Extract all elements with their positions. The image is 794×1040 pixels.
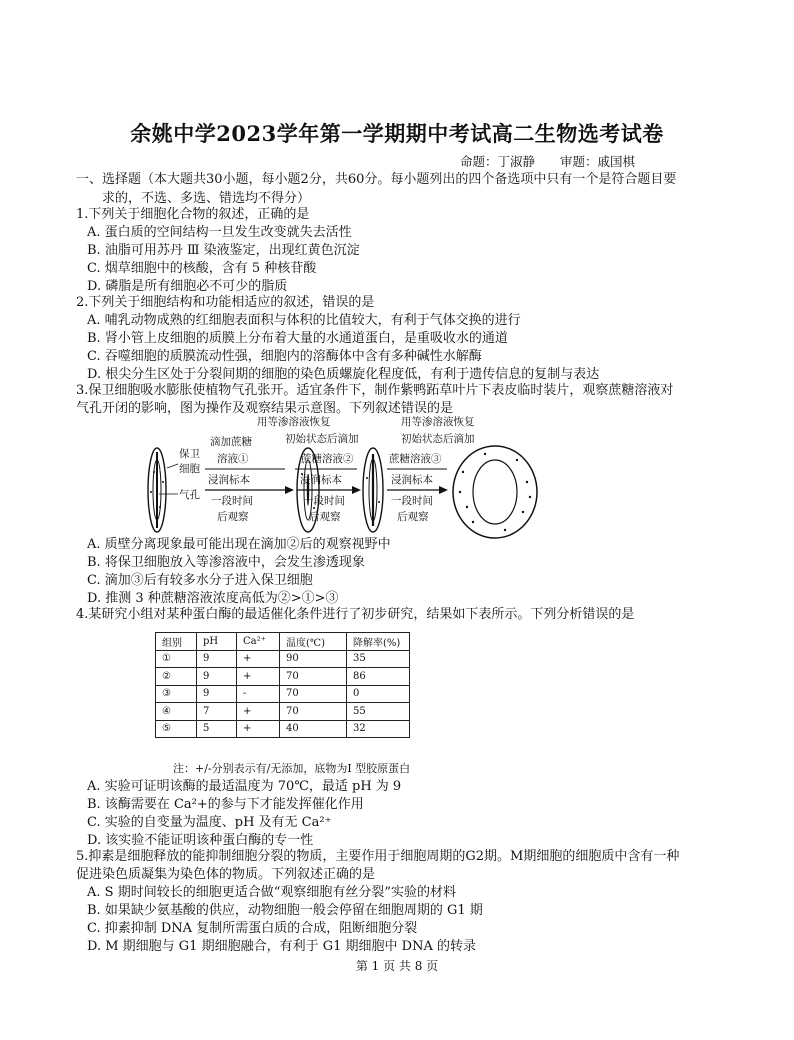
page-footer: 第 1 页 共 8 页 <box>355 959 439 973</box>
table-row <box>156 703 410 721</box>
stomata-experiment-figure <box>145 412 665 540</box>
question-3-option-a: A. 质壁分离现象最可能出现在滴加②后的观察视野中 <box>87 537 391 552</box>
table-cell: 32 <box>347 720 410 738</box>
step1-line3: 浸润标本 <box>208 474 250 486</box>
step3-top-line1: 用等渗溶液恢复 <box>401 416 475 428</box>
stoma-open-after-solution3-image <box>453 446 537 538</box>
question-3-stem-line1: 3.保卫细胞吸水膨胀使植物气孔张开。适宜条件下，制作紫鸭跖草叶片下表皮临时装片，观察蔗糖溶液对 <box>76 383 674 398</box>
table-header-cell: 组别 <box>156 633 197 651</box>
table-cell: 9 <box>197 685 237 703</box>
step1-line5: 后观察 <box>217 511 249 523</box>
exam-title: 余姚中学2023学年第一学期期中考试高二生物选考试卷 <box>130 121 664 146</box>
table-cell: + <box>237 668 280 686</box>
question-2-stem: 2.下列关于细胞结构和功能相适应的叙述，错误的是 <box>76 295 375 310</box>
table-cell: + <box>237 650 280 668</box>
enzyme-results-table <box>155 632 410 738</box>
table-cell: ⑤ <box>156 720 197 738</box>
table-cell: 90 <box>280 650 347 668</box>
table-cell: 5 <box>197 720 237 738</box>
table-header-row <box>156 633 410 651</box>
table-header-cell: Ca²⁺ <box>237 633 280 651</box>
question-1-option-a: A. 蛋白质的空间结构一旦发生改变就失去活性 <box>87 225 352 240</box>
table-cell: + <box>237 720 280 738</box>
stoma-after-solution2-image <box>363 448 383 532</box>
table-header-cell: 降解率(%) <box>347 633 410 651</box>
table-cell: 9 <box>197 668 237 686</box>
question-1-option-c: C. 烟草细胞中的核酸，含有 5 种核苷酸 <box>87 261 317 276</box>
table-cell: ① <box>156 650 197 668</box>
question-3-option-c: C. 滴加③后有较多水分子进入保卫细胞 <box>87 573 313 588</box>
question-4-option-d: D. 该实验不能证明该种蛋白酶的专一性 <box>87 833 314 848</box>
stoma-initial-image <box>148 448 166 532</box>
question-2-option-b: B. 肾小管上皮细胞的质膜上分布着大量的水通道蛋白，是重吸收水的通道 <box>87 331 508 346</box>
question-4-option-b: B. 该酶需要在 Ca²+的参与下才能发挥催化作用 <box>87 797 364 812</box>
question-2-option-c: C. 吞噬细胞的质膜流动性强，细胞内的溶酶体中含有多种碱性水解酶 <box>87 349 482 364</box>
table-cell: + <box>237 703 280 721</box>
section-instructions-line2: 求的，不选、多选、错选均不得分） <box>102 191 311 206</box>
table-header-cell: 温度(℃) <box>280 633 347 651</box>
table-cell: 70 <box>280 685 347 703</box>
question-5-option-d: D. M 期细胞与 G1 期细胞融合，有利于 G1 期细胞中 DNA 的转录 <box>87 939 476 954</box>
question-2-option-d: D. 根尖分生区处于分裂间期的细胞的染色质螺旋化程度低，有利于遗传信息的复制与表达 <box>87 367 600 382</box>
table-cell: 40 <box>280 720 347 738</box>
table-cell: 7 <box>197 703 237 721</box>
question-3-option-d: D. 推测 3 种蔗糖溶液浓度高低为②>①>③ <box>87 591 339 606</box>
table-cell: 35 <box>347 650 410 668</box>
step1-line1: 滴加蔗糖 <box>210 436 252 448</box>
question-3-option-b: B. 将保卫细胞放入等渗溶液中，会发生渗透现象 <box>87 555 365 570</box>
question-5-option-c: C. 抑素抑制 DNA 复制所需蛋白质的合成，阻断细胞分裂 <box>87 921 418 936</box>
step3-line1: 蔗糖溶液③ <box>389 453 442 465</box>
section-instructions-line1: 一、选择题（本大题共30小题，每小题2分，共60分。每小题列出的四个备选项中只有一个是符合题目要 <box>76 172 677 187</box>
question-3-stem-line2: 气孔开闭的影响，图为操作及观察结果示意图。下列叙述错误的是 <box>76 401 454 416</box>
table-row <box>156 685 410 703</box>
step2-line1: 蔗糖溶液② <box>301 453 354 465</box>
table-cell: ④ <box>156 703 197 721</box>
question-5-option-b: B. 如果缺少氨基酸的供应，动物细胞一般会停留在细胞周期的 G1 期 <box>87 903 483 918</box>
step2-line4: 后观察 <box>309 511 341 523</box>
table-row <box>156 720 410 738</box>
table-cell: 70 <box>280 703 347 721</box>
table-cell: ③ <box>156 685 197 703</box>
question-1-option-d: D. 磷脂是所有细胞必不可少的脂质 <box>87 279 288 294</box>
question-4-option-c: C. 实验的自变量为温度、pH 及有无 Ca²⁺ <box>87 815 332 830</box>
step1-line2: 溶液① <box>217 453 249 465</box>
label-stoma-pore: 气孔 <box>179 489 200 501</box>
table-cell: 70 <box>280 668 347 686</box>
question-4-option-a: A. 实验可证明该酶的最适温度为 70℃，最适 pH 为 9 <box>87 779 402 794</box>
question-5-stem-line1: 5.抑素是细胞释放的能抑制细胞分裂的物质，主要作用于细胞周期的G2期。M期细胞的细胞质中含有一种 <box>76 849 680 864</box>
label-guard-cell-2: 细胞 <box>179 463 200 475</box>
label-guard-cell-1: 保卫 <box>179 448 200 460</box>
step2-top-line2: 初始状态后滴加 <box>285 433 359 445</box>
table-cell: 0 <box>347 685 410 703</box>
table-cell: 86 <box>347 668 410 686</box>
question-1-option-b: B. 油脂可用苏丹 Ⅲ 染液鉴定，出现红黄色沉淀 <box>87 243 360 258</box>
table-note: 注：+/-分别表示有/无添加，底物为Ⅰ 型胶原蛋白 <box>173 762 411 775</box>
step2-line2: 浸润标本 <box>300 474 342 486</box>
question-1-stem: 1.下列关于细胞化合物的叙述，正确的是 <box>76 207 310 222</box>
step3-line3: 一段时间 <box>391 495 433 507</box>
step3-top-line2: 初始状态后滴加 <box>401 433 475 445</box>
table-row <box>156 668 410 686</box>
table-cell: ② <box>156 668 197 686</box>
table-cell: 9 <box>197 650 237 668</box>
table-cell: 55 <box>347 703 410 721</box>
authors-line: 命题：丁淑静 审题：戚国棋 <box>460 154 636 169</box>
question-5-stem-line2: 促进染色质凝集为染色体的物质。下列叙述正确的是 <box>76 867 376 882</box>
step3-line4: 后观察 <box>397 511 429 523</box>
question-4-stem: 4.某研究小组对某种蛋白酶的最适催化条件进行了初步研究，结果如下表所示。下列分析错误的是 <box>76 607 635 622</box>
step1-line4: 一段时间 <box>211 495 253 507</box>
step2-line3: 一段时间 <box>303 495 345 507</box>
step2-top-line1: 用等渗溶液恢复 <box>257 416 331 428</box>
table-header-cell: pH <box>197 633 237 651</box>
step3-line2: 浸润标本 <box>391 474 433 486</box>
table-cell: - <box>237 685 280 703</box>
question-5-option-a: A. S 期时间较长的细胞更适合做“观察细胞有丝分裂”实验的材料 <box>87 885 456 900</box>
table-row <box>156 650 410 668</box>
question-2-option-a: A. 哺乳动物成熟的红细胞表面积与体积的比值较大，有利于气体交换的进行 <box>87 313 521 328</box>
